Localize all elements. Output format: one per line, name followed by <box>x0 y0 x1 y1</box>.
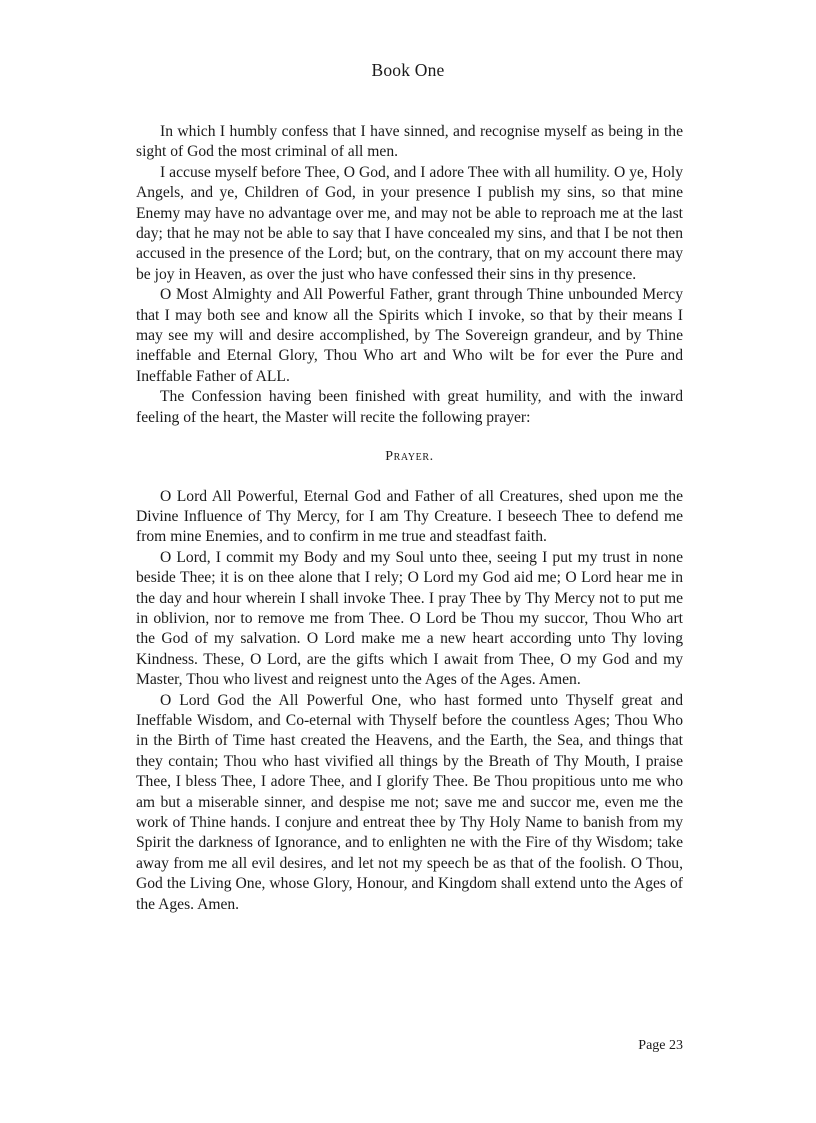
paragraph-prayer-1: O Lord All Powerful, Eternal God and Father of all Creatures, shed upon me the Divine Influence of Thy Mercy, for I am Thy Creature. I beseech Thee to defend me from mine Enemies, and to confirm in me true and steadfast faith. <box>136 487 683 546</box>
paragraph-accusation: I accuse myself before Thee, O God, and I adore Thee with all humility. O ye, Holy Angels, and ye, Children of God, in your presence I publish my sins, so that mine Enemy may have no advantage over me, and may not be able to reproach me at the last day; that he may not be able to say that I have concealed my sins, and that I be not then accused in the presence of the Lord; but, on the contrary, that on my account there may be joy in Heaven, as over the just who have confessed their sins in thy presence. <box>136 163 683 283</box>
page-number: Page 23 <box>638 1038 683 1053</box>
body-text <box>136 122 683 915</box>
paragraph-invocation: O Most Almighty and All Powerful Father, grant through Thine unbounded Mercy that I may both see and know all the Spirits which I invoke, so that by their means I may see my will and desire accomplished, by The Sovereign grandeur, and by Thine ineffable and Eternal Glory, Thou Who art and Who wilt be for ever the Pure and Ineffable Father of ALL. <box>136 286 683 385</box>
paragraph-instruction: The Confession having been finished with great humility, and with the inward feeling of the heart, the Master will recite the following prayer: <box>136 388 683 426</box>
paragraph-prayer-2: O Lord, I commit my Body and my Soul unto thee, seeing I put my trust in none beside Thee; it is on thee alone that I rely; O Lord my God aid me; O Lord hear me in the day and hour wherein I shall invoke Thee. I pray Thee by Thy Mercy not to put me in oblivion, nor to remove me from Thee. O Lord be Thou my succor, Thou Who art the God of my salvation. O Lord make me a new heart according unto Thy loving Kindness. These, O Lord, are the gifts which I await from Thee, O my God and my Master, Thou who livest and reignest unto the Ages of the Ages. Amen. <box>136 548 683 689</box>
running-head: Book One <box>371 60 445 80</box>
section-heading: Prayer. <box>385 449 434 465</box>
paragraph-prayer-3: O Lord God the All Powerful One, who hast formed unto Thyself great and Ineffable Wisdom, and Co-eternal with Thyself before the countless Ages; Thou Who in the Birth of Time hast created the Heavens, and the Earth, the Sea, and things that they contain; Thou who hast vivified all things by the Breath of Thy Mouth, I praise Thee, I bless Thee, I adore Thee, and I glorify Thee. Be Thou propitious unto me who am but a miserable sinner, and despise me not; save me and succor me, even me the work of Thine hands. I conjure and entreat thee by Thy Holy Name to banish from my Spirit the darkness of Ignorance, and to enlighten ne with the Fire of thy Wisdom; take away from me all evil desires, and let not my speech be as that of the foolish. O Thou, God the Living One, whose Glory, Honour, and Kingdom shall extend unto the Ages of the Ages. Amen. <box>136 691 683 913</box>
paragraph-confession-intro: In which I humbly confess that I have sinned, and recognise myself as being in the sight of God the most criminal of all men. <box>136 123 683 161</box>
